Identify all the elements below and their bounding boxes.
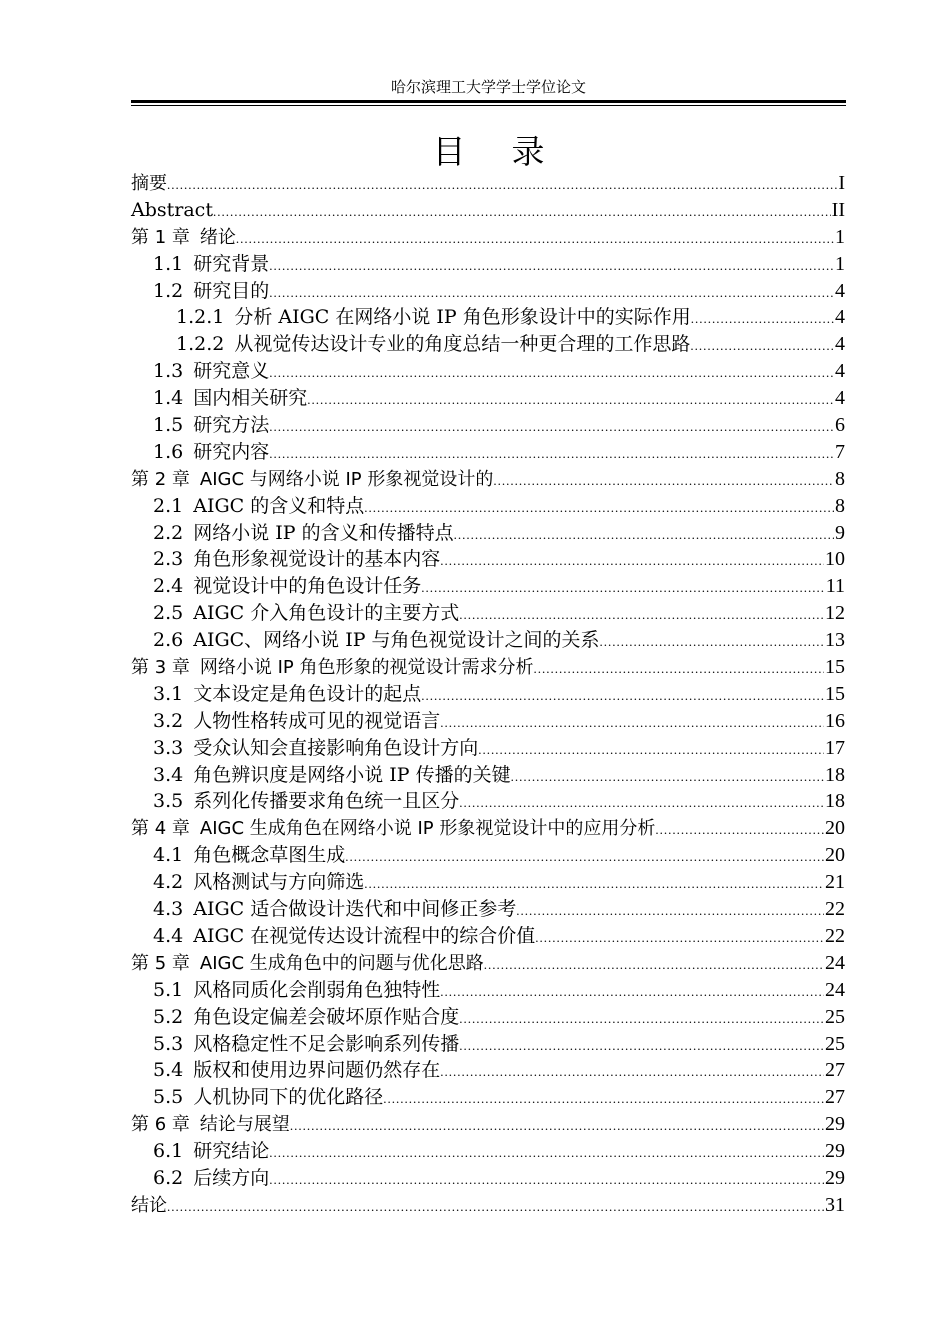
toc-entry-title: 角色形象视觉设计的基本内容 xyxy=(193,548,441,571)
toc-page-number: 29 xyxy=(825,1113,845,1136)
toc-entry-number: 第 6 章 xyxy=(131,1114,190,1136)
toc-page-number: 1 xyxy=(835,252,845,275)
toc-page-number: 29 xyxy=(825,1140,845,1163)
toc-entry-title: AIGC、网络小说 IP 与角色视觉设计之间的关系 xyxy=(193,629,600,652)
toc-entry-title: 人机协同下的优化路径 xyxy=(193,1086,384,1109)
toc-entry-label xyxy=(176,304,691,330)
toc-entry-label xyxy=(153,520,454,546)
toc-entry[interactable] xyxy=(131,1165,845,1192)
toc-entry-number: 1.2 xyxy=(153,279,184,302)
toc-entry-title: 角色概念草图生成 xyxy=(193,844,346,867)
toc-entry-number: 1.1 xyxy=(153,252,184,275)
toc-dot-leader xyxy=(269,414,834,440)
toc-entry[interactable] xyxy=(131,977,845,1004)
toc-entry-label xyxy=(153,788,459,814)
toc-page-number: 10 xyxy=(825,548,845,571)
toc-entry-label xyxy=(153,439,269,465)
toc-entry-title: 结论 xyxy=(131,1194,167,1216)
toc-entry[interactable] xyxy=(131,412,845,439)
toc-entry-number: 5.4 xyxy=(153,1059,184,1082)
toc-entry-title: 国内相关研究 xyxy=(193,387,308,410)
toc-entry-title: 结论与展望 xyxy=(199,1114,290,1136)
toc-dot-leader xyxy=(459,1033,824,1059)
toc-entry-label xyxy=(131,197,213,223)
toc-entry-label xyxy=(131,951,484,977)
toc-entry-title: 风格测试与方向筛选 xyxy=(193,871,365,894)
toc-entry-title: 摘要 xyxy=(131,173,167,194)
toc-entry-label xyxy=(153,493,364,519)
toc-entry-title: 网络小说 IP 角色形象的视觉设计需求分析 xyxy=(199,657,534,679)
toc-entry[interactable] xyxy=(131,1138,845,1165)
toc-entry-number: 1.2.1 xyxy=(176,306,225,329)
toc-entry-label xyxy=(153,896,516,922)
toc-entry[interactable] xyxy=(131,1192,845,1219)
toc-entry[interactable] xyxy=(131,1004,845,1031)
toc-entry-label xyxy=(153,735,478,761)
toc-entry[interactable] xyxy=(131,466,845,493)
toc-title-part2: 录 xyxy=(511,132,545,171)
toc-entry-number: 2.2 xyxy=(153,521,184,544)
toc-entry-number: 第 4 章 xyxy=(131,818,190,840)
toc-page-number: 24 xyxy=(825,978,845,1001)
toc-entry-number: 1.4 xyxy=(153,387,184,410)
toc-dot-leader xyxy=(383,1086,824,1112)
toc-entry-title: 绪论 xyxy=(199,226,236,248)
toc-entry[interactable] xyxy=(131,170,845,197)
toc-dot-leader xyxy=(655,817,824,843)
toc-entry[interactable] xyxy=(131,627,845,654)
toc-entry[interactable] xyxy=(131,1031,845,1058)
toc-entry-label xyxy=(153,842,345,868)
toc-entry-number: 第 5 章 xyxy=(131,952,190,974)
toc-entry-title: 版权和使用边界问题仍然存在 xyxy=(193,1059,441,1082)
toc-entry-label xyxy=(153,600,459,626)
toc-entry[interactable] xyxy=(131,331,845,358)
toc-entry-label xyxy=(153,1004,459,1030)
toc-page-number: 18 xyxy=(825,790,845,813)
toc-page-number: 12 xyxy=(825,602,845,625)
toc-page-number: 22 xyxy=(825,924,845,947)
toc-dot-leader xyxy=(691,306,834,332)
toc-entry-label xyxy=(131,1193,167,1219)
toc-page-number: 21 xyxy=(825,871,845,894)
toc-entry-label xyxy=(131,171,167,197)
toc-entry-label xyxy=(153,546,440,572)
toc-entry-number: 1.5 xyxy=(153,414,184,437)
toc-dot-leader xyxy=(236,226,834,252)
toc-page-number: 13 xyxy=(825,629,845,652)
toc-entry-title: 后续方向 xyxy=(193,1166,270,1189)
toc-entry-number: 2.5 xyxy=(153,602,184,625)
toc-page-number: 25 xyxy=(825,1032,845,1055)
toc-title xyxy=(131,130,846,174)
toc-entry-label xyxy=(153,358,269,384)
toc-dot-leader xyxy=(269,360,834,386)
toc-page-number: 25 xyxy=(825,1005,845,1028)
toc-page-number: 6 xyxy=(835,414,845,437)
toc-entry[interactable] xyxy=(131,600,845,627)
toc-dot-leader xyxy=(459,602,824,628)
toc-dot-leader xyxy=(269,1140,824,1166)
running-header: 哈尔滨理工大学学士学位论文 xyxy=(390,78,586,96)
toc-page-number: 4 xyxy=(835,360,845,383)
toc-entry[interactable] xyxy=(131,950,845,977)
toc-entry[interactable] xyxy=(131,1057,845,1084)
toc-dot-leader xyxy=(516,898,824,924)
toc-entry[interactable] xyxy=(131,197,845,224)
toc-entry-label xyxy=(153,681,421,707)
toc-entry-number: 5.1 xyxy=(153,978,184,1001)
toc-entry-label xyxy=(153,762,511,788)
toc-page-number: 8 xyxy=(835,467,845,490)
toc-entry-label xyxy=(131,225,236,251)
toc-entry[interactable] xyxy=(131,224,845,251)
toc-entry-title: 人物性格转成可见的视觉语言 xyxy=(193,709,441,732)
toc-entry-number: 1.6 xyxy=(153,440,184,463)
toc-entry-number: 6.2 xyxy=(153,1166,184,1189)
toc-entry-label xyxy=(153,412,269,438)
toc-dot-leader xyxy=(440,979,824,1005)
toc-entry-label xyxy=(131,467,493,493)
toc-entry[interactable] xyxy=(131,439,845,466)
toc-entry[interactable] xyxy=(131,681,845,708)
toc-entry-label xyxy=(153,1031,459,1057)
toc-entry[interactable] xyxy=(131,735,845,762)
toc-page-number: 22 xyxy=(825,898,845,921)
toc-entry-number: 2.1 xyxy=(153,494,184,517)
toc-entry-title: 角色设定偏差会破坏原作贴合度 xyxy=(193,1005,460,1028)
toc-entry-title: 研究内容 xyxy=(193,440,270,463)
toc-entry-title: 从视觉传达设计专业的角度总结一种更合理的工作思路 xyxy=(234,333,691,356)
toc-dot-leader xyxy=(167,1194,824,1220)
toc-entry-label xyxy=(176,331,690,357)
toc-entry-label xyxy=(153,708,440,734)
toc-entry-title: 研究结论 xyxy=(193,1140,270,1163)
toc-entry-label xyxy=(153,573,421,599)
toc-entry-title: 风格稳定性不足会影响系列传播 xyxy=(193,1032,460,1055)
toc-entry[interactable] xyxy=(131,654,845,681)
toc-dot-leader xyxy=(440,548,824,574)
toc-dot-leader xyxy=(421,683,824,709)
toc-entry-title: 研究意义 xyxy=(193,360,270,383)
toc-page-number: 20 xyxy=(825,844,845,867)
toc-entry-title: 网络小说 IP 的含义和传播特点 xyxy=(193,521,454,544)
toc-page-number: 16 xyxy=(825,709,845,732)
toc-entry-title: 角色辨识度是网络小说 IP 传播的关键 xyxy=(193,763,511,786)
toc-entry-label xyxy=(131,655,534,681)
toc-entry-number: 第 2 章 xyxy=(131,468,190,490)
toc-entry-label xyxy=(153,251,269,277)
toc-dot-leader xyxy=(213,199,831,225)
toc-entry-number: 5.2 xyxy=(153,1005,184,1028)
toc-dot-leader xyxy=(493,468,834,494)
toc-entry-label xyxy=(153,977,440,1003)
toc-entry[interactable] xyxy=(131,278,845,305)
toc-entry-label xyxy=(153,1057,440,1083)
toc-page-number: 27 xyxy=(825,1059,845,1082)
toc-list xyxy=(131,170,845,1219)
toc-entry-number: 4.3 xyxy=(153,898,184,921)
toc-page-number: 9 xyxy=(835,521,845,544)
toc-dot-leader xyxy=(307,387,834,413)
toc-page-number: 31 xyxy=(825,1193,845,1216)
toc-page-number: 20 xyxy=(825,817,845,840)
toc-entry[interactable] xyxy=(131,869,845,896)
toc-dot-leader xyxy=(440,1059,824,1085)
toc-entry-number: 2.4 xyxy=(153,575,184,598)
toc-entry[interactable] xyxy=(131,1084,845,1111)
toc-dot-leader xyxy=(534,656,824,682)
toc-entry-number: 第 1 章 xyxy=(131,226,190,248)
toc-page-number: 4 xyxy=(835,279,845,302)
toc-dot-leader xyxy=(364,495,834,521)
toc-entry[interactable] xyxy=(131,896,845,923)
toc-entry-number: 2.6 xyxy=(153,629,184,652)
toc-entry-title: AIGC 生成角色中的问题与优化思路 xyxy=(199,952,484,974)
toc-entry[interactable] xyxy=(131,708,845,735)
toc-dot-leader xyxy=(269,253,834,279)
toc-dot-leader xyxy=(484,952,824,978)
toc-page-number: 4 xyxy=(835,333,845,356)
toc-entry-title: 受众认知会直接影响角色设计方向 xyxy=(193,736,479,759)
toc-dot-leader xyxy=(440,710,824,736)
header-rule-thin xyxy=(131,105,846,106)
toc-page-number: II xyxy=(831,198,845,221)
toc-entry[interactable] xyxy=(131,1111,845,1138)
toc-page-number: 8 xyxy=(835,494,845,517)
toc-page-number: 17 xyxy=(825,736,845,759)
toc-page-number: 4 xyxy=(835,387,845,410)
toc-entry-title: AIGC 适合做设计迭代和中间修正参考 xyxy=(193,898,517,921)
toc-entry-label xyxy=(153,1084,383,1110)
toc-entry[interactable] xyxy=(131,358,845,385)
toc-entry-number: 3.2 xyxy=(153,709,184,732)
toc-entry[interactable] xyxy=(131,251,845,278)
toc-dot-leader xyxy=(290,1113,824,1139)
toc-dot-leader xyxy=(421,575,825,601)
toc-entry-title: 研究背景 xyxy=(193,252,270,275)
toc-entry-label xyxy=(153,869,364,895)
toc-dot-leader xyxy=(600,629,824,655)
header-rule-thick xyxy=(131,100,846,103)
toc-entry[interactable] xyxy=(131,493,845,520)
toc-page-number: 27 xyxy=(825,1086,845,1109)
toc-entry-label xyxy=(153,1165,269,1191)
toc-entry[interactable] xyxy=(131,385,845,412)
toc-entry-title: AIGC 在视觉传达设计流程中的综合价值 xyxy=(193,924,536,947)
toc-entry-title: 研究方法 xyxy=(193,414,270,437)
toc-page-number: I xyxy=(838,172,845,194)
toc-entry-number: 3.1 xyxy=(153,682,184,705)
toc-entry-title: 风格同质化会削弱角色独特性 xyxy=(193,978,441,1001)
toc-dot-leader xyxy=(345,844,824,870)
toc-entry[interactable] xyxy=(131,520,845,547)
toc-entry[interactable] xyxy=(131,762,845,789)
toc-entry-title: 视觉设计中的角色设计任务 xyxy=(193,575,422,598)
toc-dot-leader xyxy=(459,1006,824,1032)
toc-entry-title: 分析 AIGC 在网络小说 IP 角色形象设计中的实际作用 xyxy=(234,306,691,329)
toc-dot-leader xyxy=(478,737,824,763)
toc-entry-title: 系列化传播要求角色统一且区分 xyxy=(193,790,460,813)
toc-entry[interactable] xyxy=(131,788,845,815)
toc-page-number: 15 xyxy=(825,656,845,679)
toc-entry-number: 5.3 xyxy=(153,1032,184,1055)
toc-dot-leader xyxy=(269,280,834,306)
toc-page-number: 7 xyxy=(835,440,845,463)
toc-title-part1: 目 xyxy=(432,132,466,171)
toc-entry[interactable] xyxy=(131,815,845,842)
toc-entry-label xyxy=(153,1138,269,1164)
toc-entry-number: 4.1 xyxy=(153,844,184,867)
toc-entry-title: 研究目的 xyxy=(193,279,270,302)
toc-dot-leader xyxy=(364,871,824,897)
toc-entry-title: 文本设定是角色设计的起点 xyxy=(193,682,422,705)
toc-entry-number: 3.5 xyxy=(153,790,184,813)
toc-entry-number: 1.3 xyxy=(153,360,184,383)
toc-entry[interactable] xyxy=(131,923,845,950)
toc-entry-label xyxy=(131,1112,290,1138)
toc-entry-title: AIGC 的含义和特点 xyxy=(193,494,365,517)
toc-entry-label xyxy=(153,385,307,411)
toc-entry-label xyxy=(153,627,600,653)
toc-entry-number: 3.4 xyxy=(153,763,184,786)
toc-entry-title: AIGC 与网络小说 IP 形象视觉设计的 xyxy=(199,468,494,490)
toc-entry-number: 2.3 xyxy=(153,548,184,571)
toc-page-number: 1 xyxy=(835,225,845,248)
toc-entry[interactable] xyxy=(131,546,845,573)
toc-page-number: 4 xyxy=(835,306,845,329)
toc-page-number: 29 xyxy=(825,1166,845,1189)
toc-dot-leader xyxy=(511,764,824,790)
toc-entry-number: 4.2 xyxy=(153,871,184,894)
toc-dot-leader xyxy=(690,333,834,359)
toc-page-number: 15 xyxy=(825,682,845,705)
toc-entry-title: AIGC 介入角色设计的主要方式 xyxy=(193,602,460,625)
toc-entry-number: 4.4 xyxy=(153,924,184,947)
toc-dot-leader xyxy=(269,441,834,467)
toc-entry-label xyxy=(153,278,269,304)
toc-entry[interactable] xyxy=(131,842,845,869)
toc-dot-leader xyxy=(535,925,824,951)
toc-entry-label xyxy=(131,816,655,842)
toc-dot-leader xyxy=(167,172,837,198)
toc-entry[interactable] xyxy=(131,573,845,600)
toc-entry-number: 6.1 xyxy=(153,1140,184,1163)
toc-page-number: 11 xyxy=(825,575,845,598)
toc-page-number: 24 xyxy=(825,951,845,974)
toc-entry-title: AIGC 生成角色在网络小说 IP 形象视觉设计中的应用分析 xyxy=(199,818,656,840)
toc-entry-title: Abstract xyxy=(131,198,213,221)
toc-entry-number: 3.3 xyxy=(153,736,184,759)
toc-dot-leader xyxy=(459,790,824,816)
toc-entry-number: 5.5 xyxy=(153,1086,184,1109)
toc-dot-leader xyxy=(269,1167,824,1193)
toc-page-number: 18 xyxy=(825,763,845,786)
toc-entry-number: 第 3 章 xyxy=(131,657,190,679)
toc-entry-number: 1.2.2 xyxy=(176,333,225,356)
toc-entry-label xyxy=(153,923,535,949)
toc-dot-leader xyxy=(454,522,834,548)
toc-entry[interactable] xyxy=(131,304,845,331)
